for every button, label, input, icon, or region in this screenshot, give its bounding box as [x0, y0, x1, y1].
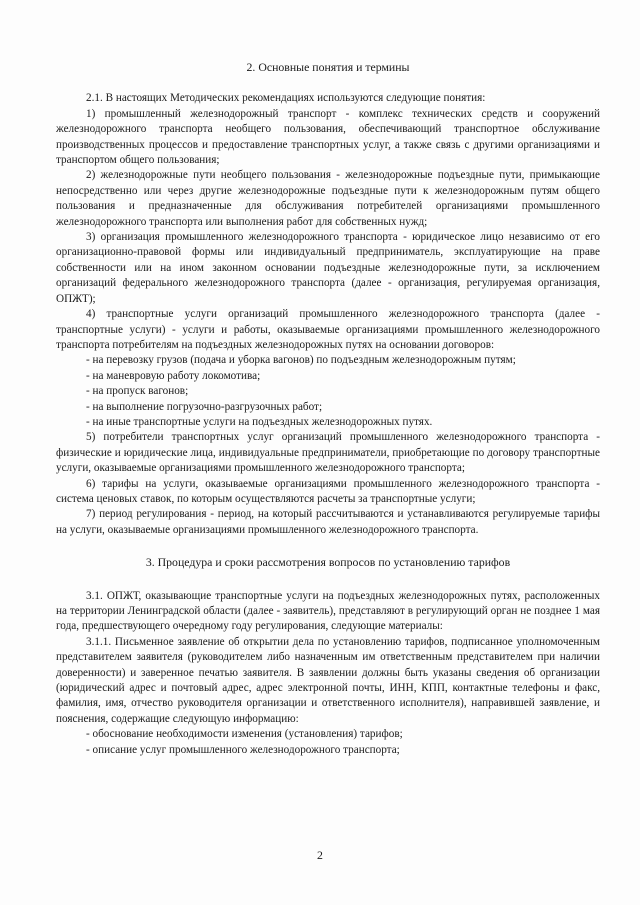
paragraph-2-1-item-3: 3) организация промышленного железнодорожного транспорта - юридическое лицо независимо от его организационно-правовой формы или индивидуальный предприниматель, эксплуатирующие на праве собственности или на ином законном основании подъездные железнодорожные пути, за исключением организаций федерального железнодорожного транспорта (далее - организация, регулируемая организация, ОПЖТ); — [56, 231, 600, 305]
paragraph-2-1-item-5: 5) потребители транспортных услуг организаций промышленного железнодорожного транспорта - физические и юридические лица, индивидуальные предприниматели, приобретающие по договору транспортные услуги, оказываемые организациями промышленного железнодорожного транспорта; — [56, 431, 600, 475]
list-item: - обоснование необходимости изменения (установления) тарифов; — [86, 728, 403, 741]
paragraph-2-1-item-7: 7) период регулирования - период, на который рассчитываются и устанавливаются регулируемые тарифы на услуги, оказываемые организациями промышленного железнодорожного транспорта. — [56, 508, 600, 536]
list-item: - на пропуск вагонов; — [86, 385, 189, 398]
list-item: - описание услуг промышленного железнодорожного транспорта; — [86, 743, 400, 756]
page-content — [56, 60, 600, 758]
paragraph-2-1-item-1: 1) промышленный железнодорожный транспорт - комплекс технических средств и сооружений железнодорожного транспорта необщего пользования, обеспечивающий транспортное обслуживание производственных процессов и предоставление транспортных услуг, а также связь с другими организациями и транспортом общего пользования; — [56, 107, 600, 167]
paragraph-3-1-1: 3.1.1. Письменное заявление об открытии дела по установлению тарифов, подписанное уполномоченным представителем заявителя (руководителем либо назначенным им ответственным представителем при наличии доверенности) и заверенное печатью заявителя. В заявлении должны быть указаны сведения об организации (юридический адрес и почтовый адрес, адрес электронной почты, ИНН, КПП, контактные телефоны и факс, фамилия, имя, отчество руководителя организации и ответственного исполнителя), направившей заявление, и пояснения, содержащие следующую информацию: — [56, 635, 600, 725]
list-item: - на перевозку грузов (подача и уборка вагонов) по подъездным железнодорожным путям; — [86, 354, 516, 367]
list-item: - на маневровую работу локомотива; — [86, 369, 261, 382]
paragraph-2-1-item-4: 4) транспортные услуги организаций промышленного железнодорожного транспорта (далее - транспортные услуги) - услуги и работы, оказываемые организациями промышленного железнодорожного транспорта потребителям на подъездных железнодорожных путях на основании договоров: — [56, 308, 600, 351]
section-3-title: 3. Процедура и сроки рассмотрения вопросов по установлению тарифов — [145, 555, 511, 570]
section-2-title: 2. Основные понятия и термины — [246, 60, 410, 74]
list-item: - на выполнение погрузочно-разгрузочных работ; — [86, 400, 323, 413]
list-item: - на иные транспортные услуги на подъездных железнодорожных путях. — [86, 415, 433, 428]
paragraph-2-1: 2.1. В настоящих Методических рекомендациях используются следующие понятия: — [86, 92, 486, 105]
paragraph-3-1: 3.1. ОПЖТ, оказывающие транспортные услуги на подъездных железнодорожных путях, расположенных на территории Ленинградской области (далее - заявитель), представляют в регулирующий орган не позднее 1 мая года, предшествующего очередному году регулирования, следующие материалы: — [56, 589, 600, 633]
paragraph-2-1-item-2: 2) железнодорожные пути необщего пользования - железнодорожные подъездные пути, примыкающие непосредственно или через другие железнодорожные подъездные пути к железнодорожным путям общего пользования и предназначенные для обслуживания потребителей организациями промышленного железнодорожного транспорта или выполнения работ для собственных нужд; — [56, 169, 600, 228]
paragraph-2-1-item-6: 6) тарифы на услуги, оказываемые организациями промышленного железнодорожного транспорта - система ценовых ставок, по которым осуществляются расчеты за транспортные услуги; — [56, 477, 600, 505]
page-number: 2 — [317, 848, 323, 862]
